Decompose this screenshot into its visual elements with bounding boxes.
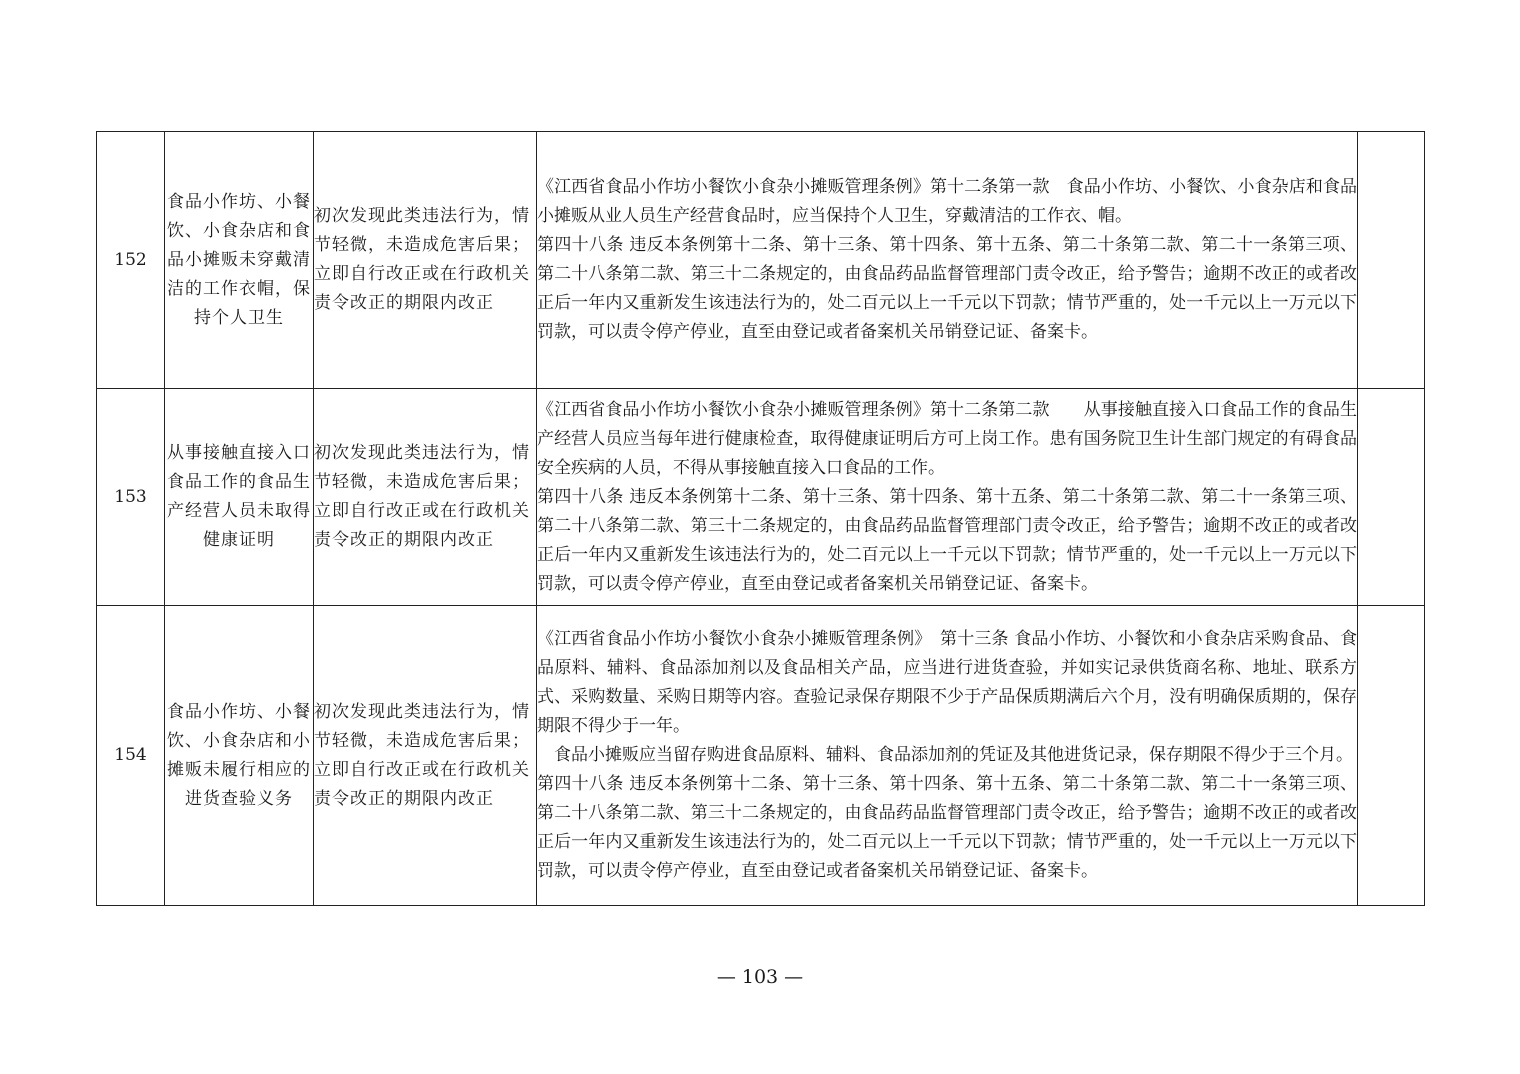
note-cell — [1358, 606, 1425, 906]
basis-paragraph: 第四十八条 违反本条例第十二条、第十三条、第十四条、第十五条、第二十条第二款、第二十一条第三项、第二十八条第二款、第三十二条规定的，由食品药品监督管理部门责令改正，给予警告；逾期不改正的或者改正后一年内又重新发生该违法行为的，处二百元以上一千元以下罚款；情节严重的，处一千元以上一万元以下罚款，可以责令停产停业，直至由登记或者备案机关吊销登记证、备案卡。 — [537, 774, 1357, 881]
exemption-condition: 初次发现此类违法行为，情节轻微，未造成危害后果；立即自行改正或在行政机关责令改正的期限内改正 — [314, 606, 537, 906]
violation-item: 食品小作坊、小餐饮、小食杂店和食品小摊贩未穿戴清洁的工作衣帽，保持个人卫生 — [165, 132, 314, 389]
table-row — [97, 132, 1425, 389]
legal-basis — [537, 389, 1358, 606]
legal-basis — [537, 132, 1358, 389]
basis-paragraph: 食品小摊贩应当留存购进食品原料、辅料、食品添加剂的凭证及其他进货记录，保存期限不得少于三个月。 — [554, 745, 1353, 765]
basis-paragraph: 第四十八条 违反本条例第十二条、第十三条、第十四条、第十五条、第二十条第二款、第二十一条第三项、第二十八条第二款、第三十二条规定的，由食品药品监督管理部门责令改正，给予警告；逾期不改正的或者改正后一年内又重新发生该违法行为的，处二百元以上一千元以下罚款；情节严重的，处一千元以上一万元以下罚款，可以责令停产停业，直至由登记或者备案机关吊销登记证、备案卡。 — [537, 235, 1357, 342]
page-number: — 103 — — [716, 966, 804, 988]
row-number: 153 — [97, 389, 165, 606]
legal-basis — [537, 606, 1358, 906]
table-row — [97, 606, 1425, 906]
table-row — [97, 389, 1425, 606]
violation-item: 食品小作坊、小餐饮、小食杂店和小摊贩未履行相应的进货查验义务 — [165, 606, 314, 906]
row-number: 152 — [97, 132, 165, 389]
basis-paragraph: 第四十八条 违反本条例第十二条、第十三条、第十四条、第十五条、第二十条第二款、第二十一条第三项、第二十八条第二款、第三十二条规定的，由食品药品监督管理部门责令改正，给予警告；逾期不改正的或者改正后一年内又重新发生该违法行为的，处二百元以上一千元以下罚款；情节严重的，处一千元以上一万元以下罚款，可以责令停产停业，直至由登记或者备案机关吊销登记证、备案卡。 — [537, 486, 1357, 594]
exemption-condition: 初次发现此类违法行为，情节轻微，未造成危害后果；立即自行改正或在行政机关责令改正的期限内改正 — [314, 132, 537, 389]
basis-paragraph: 《江西省食品小作坊小餐饮小食杂小摊贩管理条例》第十二条第二款 从事接触直接入口食品工作的食品生产经营人员应当每年进行健康检查，取得健康证明后方可上岗工作。患有国务院卫生计生部门规定的有碍食品安全疾病的人员，不得从事接触直接入口食品的工作。 — [537, 399, 1357, 478]
exemption-condition: 初次发现此类违法行为，情节轻微，未造成危害后果；立即自行改正或在行政机关责令改正的期限内改正 — [314, 389, 537, 606]
basis-paragraph: 《江西省食品小作坊小餐饮小食杂小摊贩管理条例》第十二条第一款 食品小作坊、小餐饮、小食杂店和食品小摊贩从业人员生产经营食品时，应当保持个人卫生，穿戴清洁的工作衣、帽。 — [537, 177, 1357, 226]
basis-paragraph: 《江西省食品小作坊小餐饮小食杂小摊贩管理条例》 第十三条 食品小作坊、小餐饮和小食杂店采购食品、食品原料、辅料、食品添加剂以及食品相关产品，应当进行进货查验，并如实记录供货商名称、地址、联系方式、采购数量、采购日期等内容。查验记录保存期限不少于产品保质期满后六个月，没有明确保质期的，保存期限不得少于一年。 — [537, 629, 1357, 736]
violation-item: 从事接触直接入口食品工作的食品生产经营人员未取得健康证明 — [165, 389, 314, 606]
note-cell — [1358, 389, 1425, 606]
row-number: 154 — [97, 606, 165, 906]
penalty-exemption-table — [96, 131, 1425, 906]
note-cell — [1358, 132, 1425, 389]
